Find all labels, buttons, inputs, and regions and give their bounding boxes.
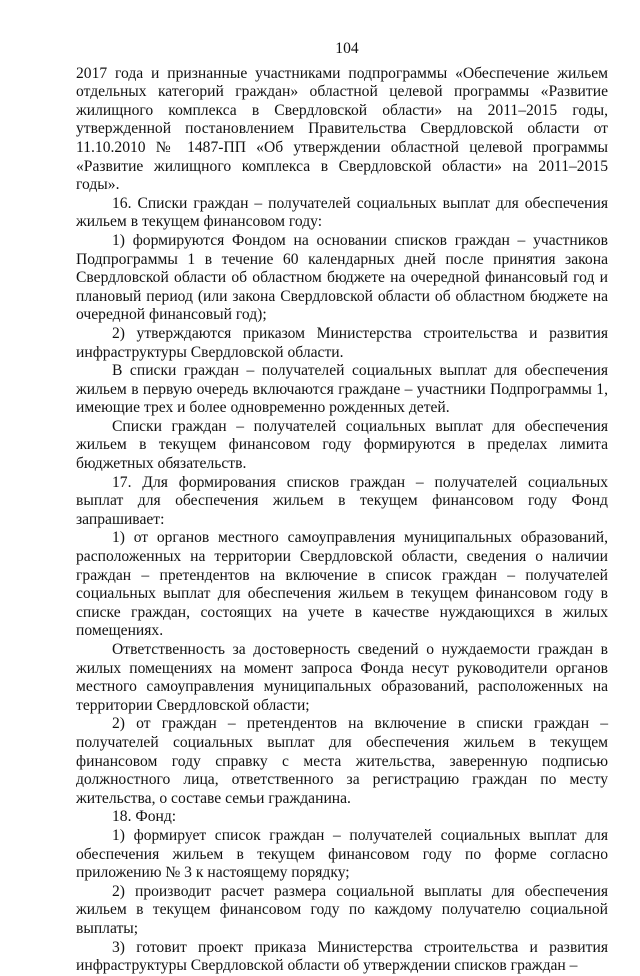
paragraph-continuation: 2017 года и признанные участниками подпрограммы «Обеспечение жильем отдельных категорий граждан» областной целевой программы «Развитие жилищного комплекса в Свердловской области» на 2011–2015 годы, утвержденной постановлением Правительства Свердловской области от 11.10.2010 № 1487-ПП «Об утверждении областной целевой программы «Развитие жилищного комплекса в Свердловской области» на 2011–2015 годы». — [76, 64, 608, 194]
paragraph-18-item-1: 1) формирует список граждан – получателей социальных выплат для обеспечения жильем в текущем финансовом году по форме согласно приложению № 3 к настоящему порядку; — [76, 826, 608, 882]
paragraph-responsibility: Ответственность за достоверность сведений о нуждаемости граждан в жилых помещениях на момент запроса Фонда несут руководители органов местного самоуправления муниципальных образований, расположенных на территории Свердловской области; — [76, 641, 608, 714]
paragraph-16: 16. Списки граждан – получателей социальных выплат для обеспечения жильем в текущем финансовом году: — [76, 194, 608, 231]
paragraph-17: 17. Для формирования списков граждан – получателей социальных выплат для обеспечения жильем в текущем финансовом году Фонд запрашивает: — [76, 473, 608, 528]
paragraph-17-item-1: 1) от органов местного самоуправления муниципальных образований, расположенных на территории Свердловской области, сведения о наличии граждан – претендентов на включение в список граждан – получателей социальных выплат для обеспечения жильем в текущем финансовом году в списке граждан, состоящих на учете в качестве нуждающихся в жилых помещениях. — [76, 529, 608, 640]
paragraph-16-item-2: 2) утверждаются приказом Министерства строительства и развития инфраструктуры Свердловской области. — [76, 324, 608, 361]
paragraph-17-item-2: 2) от граждан – претендентов на включение в списки граждан – получателей социальных выплат для обеспечения жильем в текущем финансовом году справку с места жительства, заверенную подписью должностного лица, ответственного за регистрацию граждан по месту жительства, о составе семьи гражданина. — [76, 715, 608, 807]
page-number: 104 — [335, 40, 359, 57]
paragraph-budget-limit: Списки граждан – получателей социальных выплат для обеспечения жильем в текущем финансовом году формируются в пределах лимита бюджетных обязательств. — [76, 417, 608, 473]
paragraph-18: 18. Фонд: — [112, 808, 177, 826]
paragraph-priority-inclusion: В списки граждан – получателей социальных выплат для обеспечения жильем в первую очередь включаются граждане – участники Подпрограммы 1, имеющие трех и более одновременно рожденных детей. — [76, 362, 608, 417]
paragraph-16-item-1: 1) формируются Фондом на основании списков граждан – участников Подпрограммы 1 в течение 60 календарных дней после принятия закона Свердловской области об областном бюджете на очередной финансовый год и плановый период (или закона Свердловской области об областном бюджете на очередной финансовый год); — [76, 231, 608, 324]
paragraph-18-item-3: 3) готовит проект приказа Министерства строительства и развития инфраструктуры Свердловской области об утверждении списков граждан – — [76, 938, 608, 975]
paragraph-18-item-2: 2) производит расчет размера социальной выплаты для обеспечения жильем в текущем финансовом году по каждому получателю социальной выплаты; — [76, 882, 608, 937]
